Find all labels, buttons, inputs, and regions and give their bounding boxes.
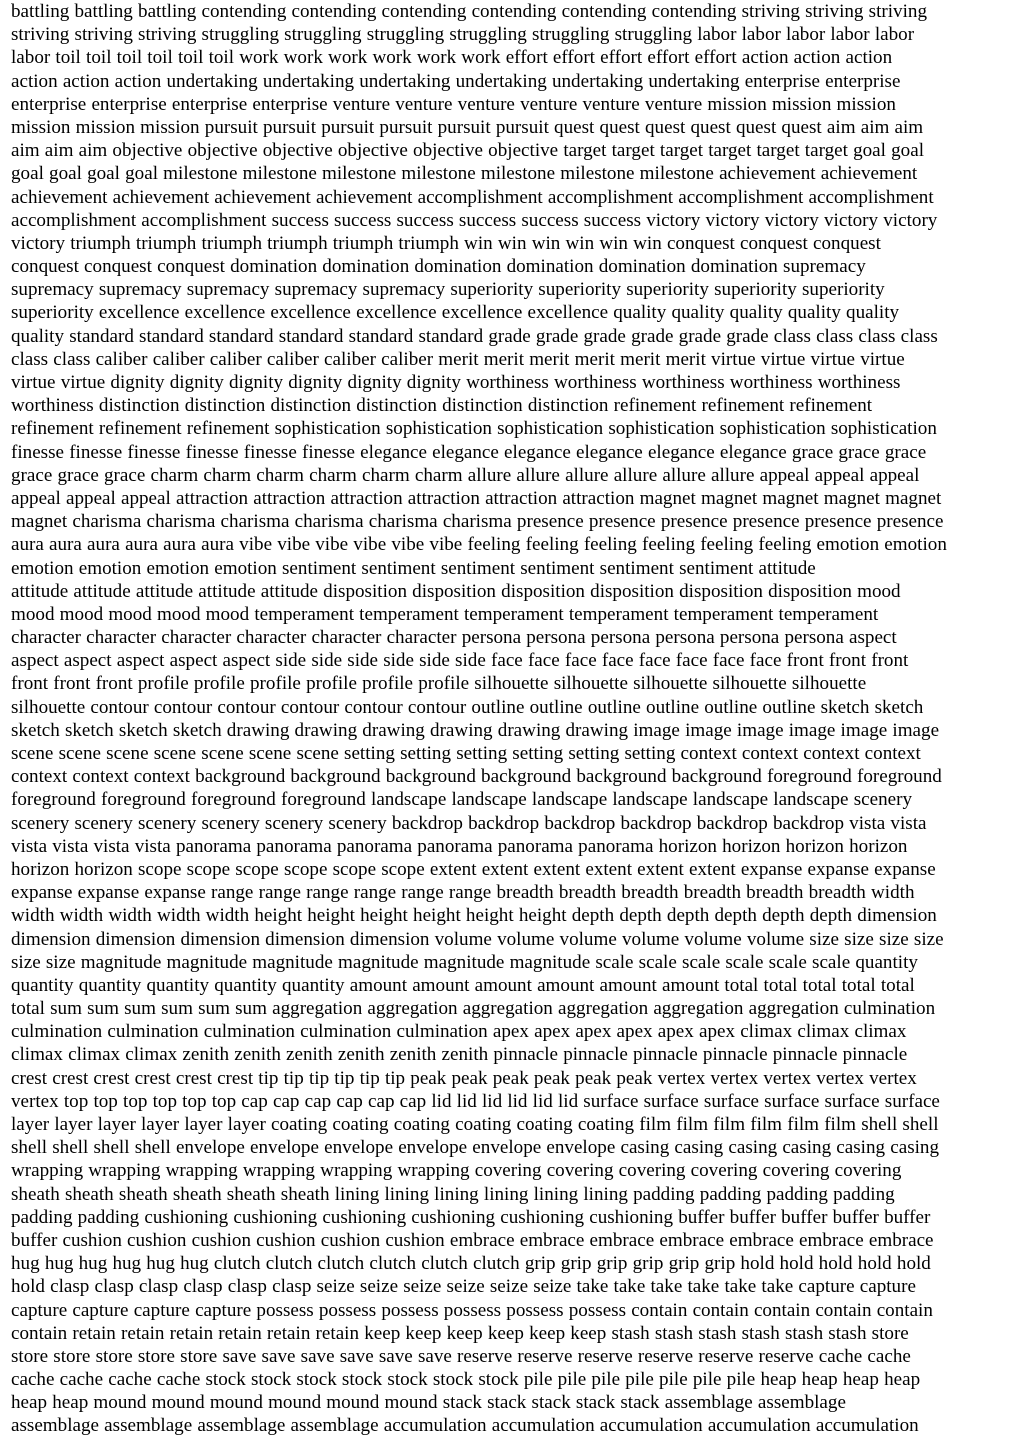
text-line: cache cache cache cache stock stock stock stock stock stock stock pile pile pile pile pile pile pile heap heap heap heap <box>11 1369 921 1391</box>
text-line: aim aim aim objective objective objective objective objective objective target target target target target target goal goal <box>11 140 925 162</box>
text-line: character character character character character character persona persona persona persona persona persona aspect <box>11 627 897 649</box>
text-line: striving striving striving struggling struggling struggling struggling struggling struggling labor labor labor labor labor <box>11 24 915 46</box>
text-line: foreground foreground foreground foreground landscape landscape landscape landscape landscape landscape scenery <box>11 789 913 811</box>
text-line: worthiness distinction distinction distinction distinction distinction distinction refinement refinement refinement <box>11 395 873 417</box>
text-line: horizon horizon scope scope scope scope scope scope extent extent extent extent extent extent expanse expanse expanse <box>11 858 936 880</box>
text-line: sheath sheath sheath sheath sheath sheath lining lining lining lining lining lining padding padding padding padding <box>11 1183 895 1205</box>
text-line: class class caliber caliber caliber caliber caliber caliber merit merit merit merit merit merit virtue virtue virtue virtue <box>11 348 905 370</box>
text-line: finesse finesse finesse finesse finesse finesse elegance elegance elegance elegance elegance elegance grace grace grace <box>11 441 927 463</box>
text-line: magnet charisma charisma charisma charisma charisma charisma presence presence presence presence presence presence <box>11 511 944 533</box>
text-line: virtue virtue dignity dignity dignity dignity dignity dignity worthiness worthiness worthiness worthiness worthiness <box>11 372 901 393</box>
text-line: goal goal goal goal milestone milestone milestone milestone milestone milestone milestone achievement achievement <box>11 163 918 185</box>
text-line: size size magnitude magnitude magnitude magnitude magnitude magnitude scale scale scale scale scale scale quantity <box>11 951 918 973</box>
text-line: enterprise enterprise enterprise enterprise venture venture venture venture venture venture mission mission mission <box>11 93 896 115</box>
text-line: crest crest crest crest crest crest tip tip tip tip tip tip peak peak peak peak peak peak vertex vertex vertex vertex vertex <box>11 1067 917 1089</box>
text-line: achievement achievement achievement achievement accomplishment accomplishment accomplishment accomplishment <box>11 186 934 208</box>
text-line: total sum sum sum sum sum sum aggregation aggregation aggregation aggregation aggregation aggregation culmination <box>11 998 936 1020</box>
text-line: quality standard standard standard standard standard standard grade grade grade grade grade grade class class class class <box>11 325 938 347</box>
text-line: superiority excellence excellence excellence excellence excellence excellence quality quality quality quality quality <box>11 302 900 324</box>
text-line: appeal appeal appeal attraction attraction attraction attraction attraction attraction magnet magnet magnet magnet magnet <box>11 487 942 509</box>
text-line: buffer cushion cushion cushion cushion cushion cushion embrace embrace embrace embrace embrace embrace embrace <box>11 1229 934 1251</box>
text-line: climax climax climax zenith zenith zenith zenith zenith zenith pinnacle pinnacle pinnacle pinnacle pinnacle pinnacle <box>11 1044 908 1066</box>
text-line: action action action undertaking undertaking undertaking undertaking undertaking undertaking enterprise enterprise <box>11 70 901 92</box>
text-line: accomplishment accomplishment success success success success success success victory victory victory victory victory <box>11 209 938 231</box>
text-line: grace grace grace charm charm charm charm charm charm allure allure allure allure allure allure appeal appeal appeal <box>11 464 920 486</box>
text-line: quantity quantity quantity quantity quantity amount amount amount amount amount amount total total total total total <box>11 974 915 996</box>
text-line: padding padding cushioning cushioning cushioning cushioning cushioning cushioning buffer buffer buffer buffer buffer <box>11 1206 931 1228</box>
text-line: refinement refinement refinement sophistication sophistication sophistication sophistication sophistication sophistication <box>11 418 937 440</box>
text-line: store store store store store save save save save save save reserve reserve reserve reserve reserve reserve cache cache <box>11 1345 911 1367</box>
text-line: mission mission mission pursuit pursuit pursuit pursuit pursuit pursuit quest quest quest quest quest quest aim aim aim <box>11 116 924 138</box>
text-line: hold clasp clasp clasp clasp clasp clasp seize seize seize seize seize seize take take take take take take capture capture <box>11 1276 916 1298</box>
text-line: layer layer layer layer layer layer coating coating coating coating coating coating film film film film film film shell shell <box>11 1114 939 1135</box>
text-line: supremacy supremacy supremacy supremacy supremacy superiority superiority superiority superiority superiority <box>11 279 885 301</box>
text-line: expanse expanse expanse range range range range range range breadth breadth breadth breadth breadth breadth width <box>11 882 915 904</box>
text-line: scenery scenery scenery scenery scenery scenery backdrop backdrop backdrop backdrop backdrop backdrop vista vista <box>11 812 927 834</box>
text-line: silhouette contour contour contour contour contour contour outline outline outline outline outline outline sketch sketch <box>11 696 924 718</box>
text-line: dimension dimension dimension dimension dimension volume volume volume volume volume volume size size size size <box>11 928 944 950</box>
text-line: front front front profile profile profile profile profile profile silhouette silhouette silhouette silhouette silhouette <box>11 673 867 695</box>
text-line: sketch sketch sketch sketch drawing drawing drawing drawing drawing drawing image image image image image image <box>11 719 940 741</box>
text-line: conquest conquest conquest domination domination domination domination domination domination supremacy <box>11 256 866 278</box>
text-line: vista vista vista vista panorama panorama panorama panorama panorama panorama horizon horizon horizon horizon <box>11 835 908 857</box>
text-line: scene scene scene scene scene scene scene setting setting setting setting setting setting context context context context <box>11 743 921 764</box>
text-line: aspect aspect aspect aspect aspect side side side side side side face face face face face face face face front front front <box>11 650 909 672</box>
text-line: victory triumph triumph triumph triumph triumph triumph win win win win win win conquest conquest conquest <box>11 232 881 254</box>
text-line: assemblage assemblage assemblage assemblage accumulation accumulation accumulation accumulation accumulation <box>11 1415 919 1437</box>
text-line: aura aura aura aura aura aura vibe vibe vibe vibe vibe vibe feeling feeling feeling feeling feeling feeling emotion emotion <box>11 534 947 556</box>
text-line: hug hug hug hug hug hug clutch clutch clutch clutch clutch clutch grip grip grip grip grip grip hold hold hold hold hold <box>11 1253 931 1275</box>
text-line: context context context background background background background background background foreground foreground <box>11 766 942 788</box>
text-line: wrapping wrapping wrapping wrapping wrapping wrapping covering covering covering covering covering covering <box>11 1160 902 1182</box>
text-line: mood mood mood mood mood temperament temperament temperament temperament temperament temperament <box>11 603 879 625</box>
text-line: vertex top top top top top top cap cap cap cap cap cap lid lid lid lid lid lid surface surface surface surface surface surface <box>11 1090 940 1112</box>
text-line: attitude attitude attitude attitude attitude disposition disposition disposition disposition disposition disposition mood <box>11 580 901 602</box>
text-line: capture capture capture capture possess possess possess possess possess possess contain contain contain contain contain <box>11 1299 933 1321</box>
document-text-body <box>11 0 1017 1438</box>
text-line: emotion emotion emotion emotion sentiment sentiment sentiment sentiment sentiment sentiment attitude <box>11 557 816 579</box>
text-line: shell shell shell shell envelope envelope envelope envelope envelope envelope casing casing casing casing casing casing <box>11 1137 940 1159</box>
text-line: labor toil toil toil toil toil toil work work work work work work effort effort effort effort effort action action action <box>11 47 893 69</box>
text-line: culmination culmination culmination culmination culmination apex apex apex apex apex apex climax climax climax <box>11 1021 907 1043</box>
text-line: width width width width width height height height height height height depth depth depth depth depth depth dimension <box>11 905 937 927</box>
text-line: contain retain retain retain retain retain retain keep keep keep keep keep keep stash stash stash stash stash stash store <box>11 1322 909 1344</box>
text-line: heap heap mound mound mound mound mound mound stack stack stack stack stack assemblage assemblage <box>11 1392 846 1414</box>
text-line: battling battling battling contending contending contending contending contending contending striving striving striving <box>11 1 927 22</box>
